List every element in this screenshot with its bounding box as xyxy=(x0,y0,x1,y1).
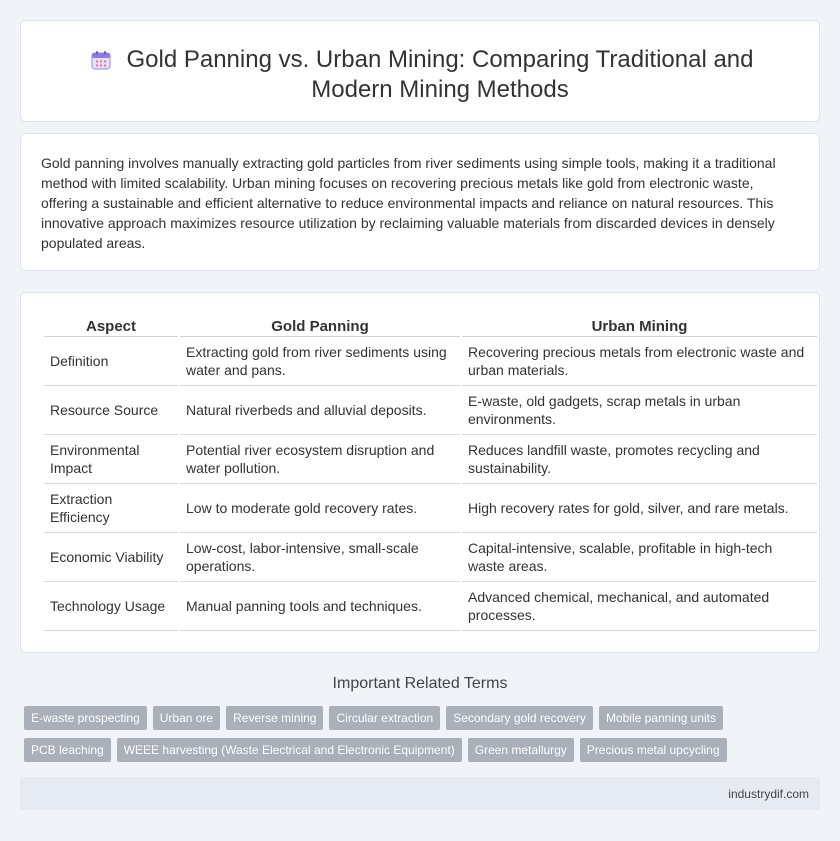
comparison-table xyxy=(42,316,819,631)
urban-mining-cell: High recovery rates for gold, silver, and rare metals. xyxy=(462,484,817,533)
aspect-cell: Extraction Efficiency xyxy=(44,484,178,533)
related-terms-tags xyxy=(24,706,824,770)
term-tag[interactable]: Green metallurgy xyxy=(468,738,574,762)
aspect-cell: Resource Source xyxy=(44,386,178,435)
term-tag[interactable]: Secondary gold recovery xyxy=(446,706,593,730)
comparison-table-card xyxy=(20,292,820,653)
header-gold-panning: Gold Panning xyxy=(180,316,460,337)
urban-mining-cell: Advanced chemical, mechanical, and automated processes. xyxy=(462,582,817,631)
table-row xyxy=(44,582,817,631)
intro-paragraph: Gold panning involves manually extracting gold particles from river sediments using simple tools, making it a traditional method with limited scalability. Urban mining focuses on recovering precious metals like gold from electronic waste, offering a sustainable and efficient alternative to reduce environmental impacts and reliance on natural resources. This innovative approach maximizes resource utilization by reclaiming valuable materials from discarded devices in densely populated areas. xyxy=(41,155,776,251)
header-aspect: Aspect xyxy=(44,316,178,337)
urban-mining-cell: Recovering precious metals from electronic waste and urban materials. xyxy=(462,337,817,386)
table-row xyxy=(44,533,817,582)
urban-mining-cell: E-waste, old gadgets, scrap metals in urban environments. xyxy=(462,386,817,435)
term-tag[interactable]: Precious metal upcycling xyxy=(580,738,727,762)
aspect-cell: Economic Viability xyxy=(44,533,178,582)
term-tag[interactable]: Circular extraction xyxy=(329,706,440,730)
gold-panning-cell: Manual panning tools and techniques. xyxy=(180,582,460,631)
aspect-cell: Technology Usage xyxy=(44,582,178,631)
table-row xyxy=(44,386,817,435)
gold-panning-cell: Low to moderate gold recovery rates. xyxy=(180,484,460,533)
table-row xyxy=(44,337,817,386)
intro-card xyxy=(20,133,820,271)
header-urban-mining: Urban Mining xyxy=(462,316,817,337)
aspect-cell: Definition xyxy=(44,337,178,386)
term-tag[interactable]: WEEE harvesting (Waste Electrical and Electronic Equipment) xyxy=(117,738,462,762)
urban-mining-cell: Capital-intensive, scalable, profitable in high-tech waste areas. xyxy=(462,533,817,582)
aspect-cell: Environmental Impact xyxy=(44,435,178,484)
table-row xyxy=(44,484,817,533)
header-card xyxy=(20,20,820,122)
term-tag[interactable]: Reverse mining xyxy=(226,706,323,730)
term-tag[interactable]: Urban ore xyxy=(153,706,220,730)
footer xyxy=(20,777,820,810)
urban-mining-cell: Reduces landfill waste, promotes recycling and sustainability. xyxy=(462,435,817,484)
tag-row xyxy=(24,738,824,762)
table-row xyxy=(44,435,817,484)
gold-panning-cell: Extracting gold from river sediments using water and pans. xyxy=(180,337,460,386)
related-terms-title: Important Related Terms xyxy=(332,675,508,692)
gold-panning-cell: Natural riverbeds and alluvial deposits. xyxy=(180,386,460,435)
term-tag[interactable]: PCB leaching xyxy=(24,738,111,762)
tag-row xyxy=(24,706,824,730)
page-title: Gold Panning vs. Urban Mining: Comparing Traditional and Modern Mining Methods xyxy=(126,46,754,103)
term-tag[interactable]: E-waste prospecting xyxy=(24,706,147,730)
source-link[interactable]: industrydif.com xyxy=(728,787,809,801)
gold-panning-cell: Low-cost, labor-intensive, small-scale operations. xyxy=(180,533,460,582)
gold-panning-cell: Potential river ecosystem disruption and water pollution. xyxy=(180,435,460,484)
term-tag[interactable]: Mobile panning units xyxy=(599,706,723,730)
table-header-row xyxy=(44,316,817,337)
